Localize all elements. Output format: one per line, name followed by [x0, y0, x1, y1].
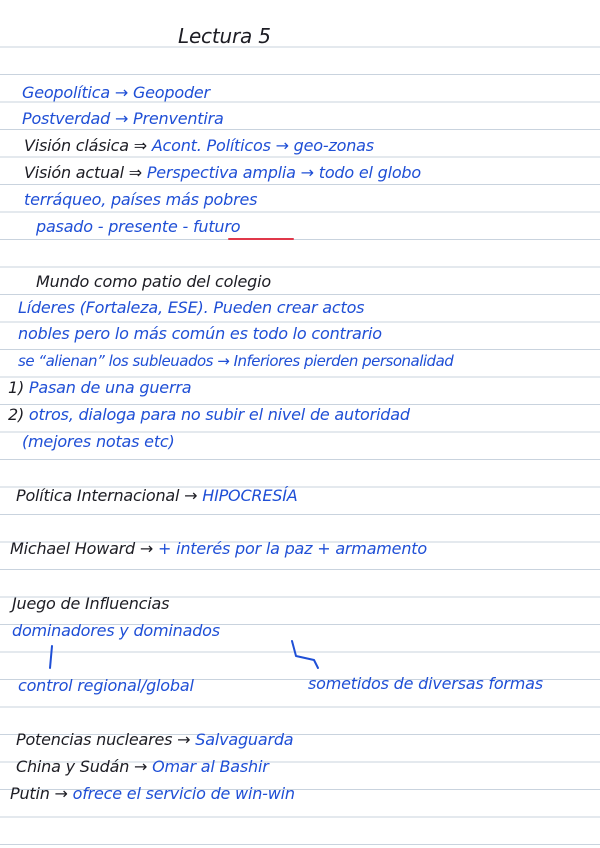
note-line: nobles pero lo más común es todo lo contrario: [18, 324, 382, 343]
note-segment: Política Internacional →: [16, 486, 198, 505]
note-line: [16, 757, 269, 777]
note-segment: China y Sudán →: [16, 757, 148, 776]
note-line: terráqueo, países más pobres: [24, 190, 258, 209]
note-segment: Visión actual ⇒: [24, 163, 142, 182]
note-line: (mejores notas etc): [22, 432, 175, 451]
note-segment: Michael Howard →: [10, 539, 154, 558]
note-line: Postverdad → Prenventira: [22, 109, 224, 128]
note-line: Geopolítica → Geopoder: [22, 83, 210, 102]
note-segment: Pasan de una guerra: [28, 378, 192, 397]
note-line: Juego de Influencias: [12, 594, 170, 613]
note-line: sometidos de diversas formas: [308, 674, 543, 693]
note-line: dominadores y dominados: [12, 621, 220, 640]
note-segment: 2): [8, 405, 29, 424]
note-segment: pasado - presente -: [36, 217, 189, 236]
page-title: Lectura 5: [178, 24, 271, 48]
note-segment: Perspectiva amplia → todo el globo: [146, 163, 421, 182]
note-segment: HIPOCRESÍA: [202, 486, 298, 505]
note-segment: 1): [8, 378, 29, 397]
note-segment: otros, dialoga para no subir el nivel de autoridad: [28, 405, 410, 424]
note-segment: Salvaguarda: [195, 730, 294, 749]
note-line: control regional/global: [18, 676, 194, 695]
note-segment: Omar al Bashir: [152, 757, 269, 776]
note-segment: Acont. Políticos → geo-zonas: [151, 136, 374, 155]
note-line: [16, 730, 293, 750]
note-line: [10, 784, 295, 804]
note-segment: Putin →: [10, 784, 68, 803]
note-line: se “alienan” los subleuados → Inferiores pierden personalidad: [18, 352, 454, 370]
note-segment-underlined: futuro: [192, 217, 241, 236]
note-segment: Potencias nucleares →: [16, 730, 191, 749]
note-segment: + interés por la paz + armamento: [158, 539, 427, 558]
note-line: Líderes (Fortaleza, ESE). Pueden crear actos: [18, 298, 365, 317]
note-segment: ofrece el servicio de win-win: [72, 784, 295, 803]
note-segment: Visión clásica ⇒: [24, 136, 147, 155]
note-line: Mundo como patio del colegio: [36, 272, 271, 291]
